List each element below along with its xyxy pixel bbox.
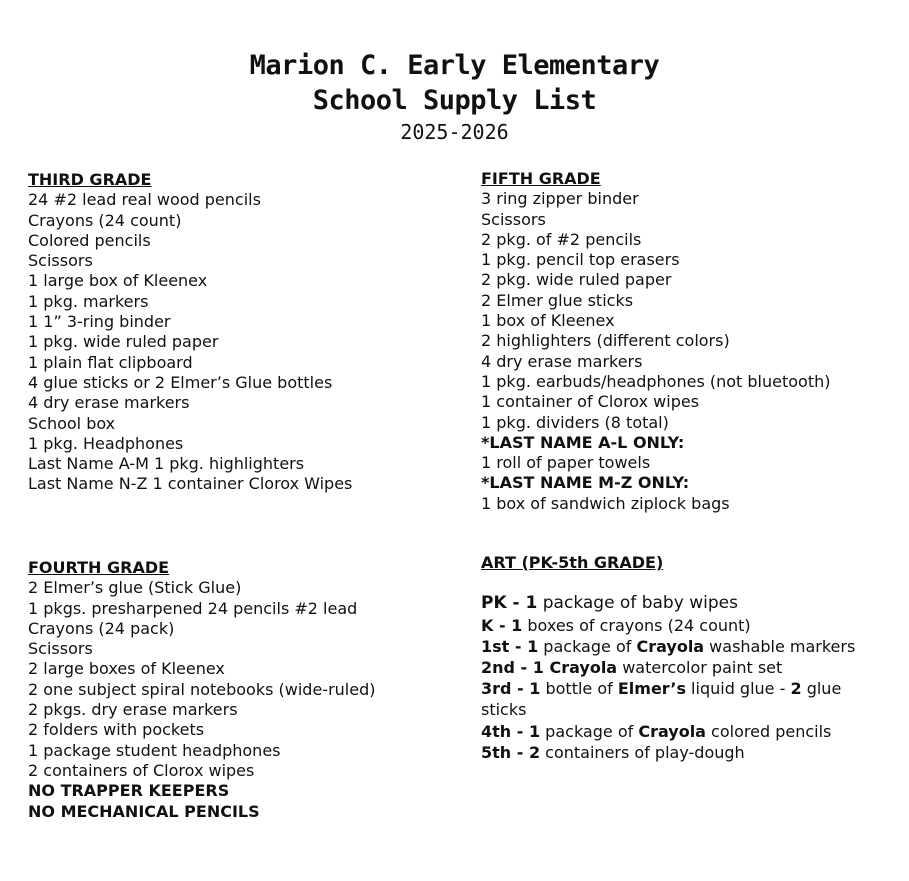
item-text: package of	[538, 636, 637, 656]
art-item-3rd	[481, 678, 881, 720]
art-item-2nd	[481, 657, 881, 678]
list-item: 1 container of Clorox wipes	[481, 392, 700, 412]
third-grade-heading: THIRD GRADE	[28, 170, 152, 189]
list-item: 4 dry erase markers	[28, 393, 190, 413]
list-item: 1 plain flat clipboard	[28, 352, 193, 372]
grade-label: 1st - 1	[481, 636, 539, 656]
fifth-grade-section	[481, 169, 830, 514]
quantity: 2	[790, 679, 802, 699]
list-item: 1 pkgs. presharpened 24 pencils #2 lead	[28, 598, 358, 618]
art-section	[481, 553, 881, 763]
list-item: 1 package student headphones	[28, 740, 281, 760]
list-item: 2 pkg. of #2 pencils	[481, 229, 642, 249]
art-item-pk	[481, 593, 881, 614]
list-title: School Supply List	[312, 85, 597, 116]
note-no-trapper-keepers: NO TRAPPER KEEPERS	[28, 781, 230, 801]
list-item: 1 roll of paper towels	[481, 453, 651, 473]
list-item: 1 large box of Kleenex	[28, 271, 208, 291]
brand-name: Crayola	[636, 636, 705, 656]
list-item: Scissors	[28, 639, 93, 659]
list-item: 1 pkg. Headphones	[28, 433, 184, 453]
art-item-5th	[481, 742, 881, 763]
list-item: Last Name N-Z 1 container Clorox Wipes	[28, 474, 353, 494]
item-text: glue sticks	[481, 679, 842, 720]
list-item: School box	[28, 413, 116, 433]
list-item: 3 ring zipper binder	[481, 189, 639, 209]
art-item-k	[481, 615, 881, 636]
list-item: 2 large boxes of Kleenex	[28, 659, 225, 679]
list-item: 2 highlighters (different colors)	[481, 331, 730, 351]
brand-name: Crayola	[638, 721, 706, 741]
grade-label: 5th - 2	[481, 742, 541, 762]
fifth-grade-heading: FIFTH GRADE	[481, 169, 601, 188]
item-text: washable markers	[704, 636, 856, 656]
list-item: Crayons (24 pack)	[28, 618, 175, 638]
item-text: watercolor paint set	[617, 657, 783, 677]
list-item: Colored pencils	[28, 230, 151, 250]
list-item: Crayons (24 count)	[28, 210, 182, 230]
list-item: 2 one subject spiral notebooks (wide-ruled)	[28, 679, 376, 699]
school-name-title: Marion C. Early Elementary	[249, 50, 660, 81]
list-item: 24 #2 lead real wood pencils	[28, 190, 261, 210]
third-grade-section	[28, 170, 352, 495]
grade-label: PK - 1	[481, 593, 538, 614]
note-last-name-m-z: *LAST NAME M-Z ONLY:	[481, 473, 690, 493]
item-text: package of baby wipes	[537, 593, 738, 614]
list-item: 2 pkg. wide ruled paper	[481, 270, 672, 290]
list-item: Last Name A-M 1 pkg. highlighters	[28, 454, 305, 474]
list-item: 1 pkg. dividers (8 total)	[481, 412, 669, 432]
list-item: 2 Elmer’s glue (Stick Glue)	[28, 578, 242, 598]
grade-label: K - 1	[481, 615, 523, 635]
list-item: 4 glue sticks or 2 Elmer’s Glue bottles	[28, 372, 333, 392]
item-text: containers of play-dough	[540, 742, 745, 762]
item-text: boxes of crayons (24 count)	[522, 615, 751, 635]
grade-label: 4th - 1	[481, 721, 541, 741]
list-item: 1 pkg. wide ruled paper	[28, 332, 219, 352]
list-item: Scissors	[28, 251, 93, 271]
list-item: 2 pkgs. dry erase markers	[28, 700, 238, 720]
grade-label: 3rd - 1	[481, 679, 541, 699]
art-item-4th	[481, 721, 881, 742]
list-item: 1 box of sandwich ziplock bags	[481, 493, 730, 513]
art-item-1st	[481, 636, 881, 657]
fourth-grade-section	[28, 558, 375, 822]
note-no-mechanical-pencils: NO MECHANICAL PENCILS	[28, 801, 260, 821]
item-text: package of	[540, 721, 639, 741]
list-item: 2 Elmer glue sticks	[481, 290, 634, 310]
fourth-grade-heading: FOURTH GRADE	[28, 558, 170, 577]
item-text: colored pencils	[705, 721, 832, 741]
grade-label: 2nd - 1 Crayola	[481, 657, 618, 677]
list-item: Scissors	[481, 209, 546, 229]
school-year: 2025-2026	[400, 120, 509, 144]
list-item: 2 folders with pockets	[28, 720, 205, 740]
list-item: 2 containers of Clorox wipes	[28, 760, 255, 780]
list-item: 4 dry erase markers	[481, 351, 643, 371]
note-last-name-a-l: *LAST NAME A-L ONLY:	[481, 432, 685, 452]
list-item: 1 pkg. pencil top erasers	[481, 250, 680, 270]
list-item: 1 box of Kleenex	[481, 311, 615, 331]
brand-name: Elmer’s	[617, 679, 686, 699]
list-item: 1 pkg. markers	[28, 291, 149, 311]
item-text: bottle of	[540, 679, 618, 699]
item-text: liquid glue -	[685, 679, 791, 699]
list-item: 1 1” 3-ring binder	[28, 312, 171, 332]
art-heading: ART (PK-5th GRADE)	[481, 553, 664, 572]
list-item: 1 pkg. earbuds/headphones (not bluetooth)	[481, 371, 831, 391]
